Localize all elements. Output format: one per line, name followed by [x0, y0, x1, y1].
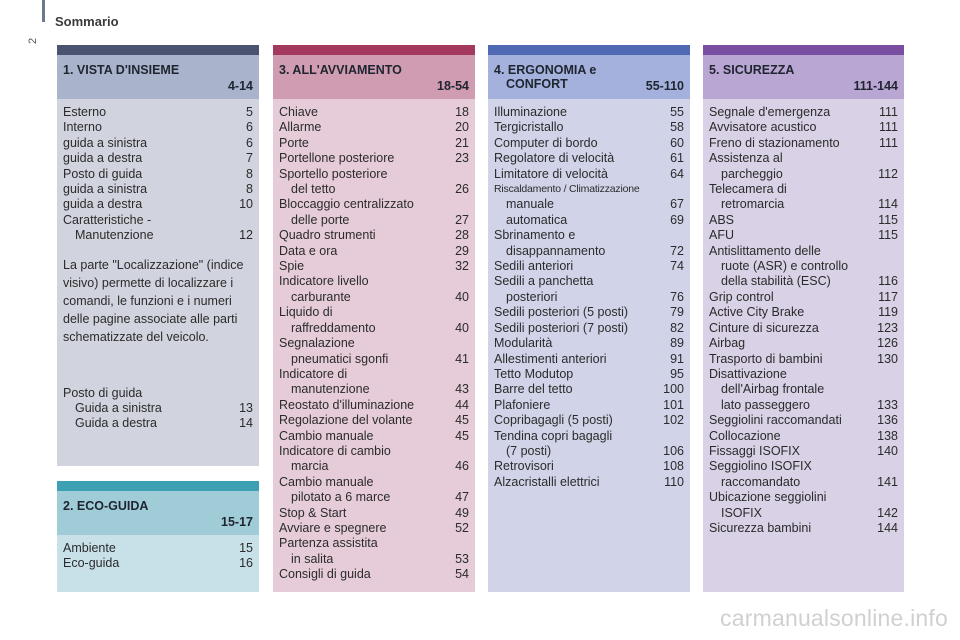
entry-label: Illuminazione: [494, 105, 567, 119]
toc-entry[interactable]: [494, 336, 684, 351]
entry-page-number: 115: [878, 228, 898, 243]
entry-label: Posto di guida: [63, 166, 143, 181]
toc-entry[interactable]: [494, 167, 684, 182]
entry-label-continuation: del tetto: [291, 182, 336, 197]
toc-entry[interactable]: [279, 228, 469, 243]
entry-label: Interno: [63, 120, 102, 135]
section-entries: [57, 535, 259, 578]
toc-entry[interactable]: [279, 475, 469, 506]
entry-page-number: 40: [455, 289, 469, 304]
entry-page-number: 110: [664, 474, 684, 489]
entry-page-number: 138: [877, 428, 898, 443]
entry-page-number: 6: [246, 135, 253, 150]
entry-label-continuation: retromarcia: [721, 197, 785, 212]
section-card-3: [273, 45, 475, 592]
toc-entry[interactable]: [709, 151, 898, 182]
entry-page-number: 142: [877, 505, 898, 520]
toc-entry[interactable]: [709, 490, 898, 521]
entry-page-number: 67: [670, 197, 684, 212]
section-page-range: 18-54: [437, 79, 469, 93]
toc-entry[interactable]: [494, 136, 684, 151]
entry-label: Indicatore di cambio: [279, 443, 391, 458]
entry-page-number: 106: [663, 443, 684, 458]
toc-entry[interactable]: [709, 321, 898, 336]
toc-entry[interactable]: [709, 105, 898, 120]
toc-entry[interactable]: [279, 521, 469, 536]
entry-page-number: 100: [663, 382, 684, 397]
entry-page-number: 117: [878, 289, 898, 304]
toc-entry[interactable]: [279, 506, 469, 521]
toc-entry[interactable]: [494, 321, 684, 336]
entry-label: Indicatore livello: [279, 274, 369, 289]
entry-label: Avviare e spegnere: [279, 520, 387, 535]
entry-label: Segnalazione: [279, 336, 355, 351]
section-color-bar: [273, 45, 475, 55]
section-card-4: [488, 45, 690, 592]
entry-label-continuation: (7 posti): [506, 443, 552, 458]
toc-entry[interactable]: [709, 429, 898, 444]
entry-label-continuation: marcia: [291, 459, 329, 474]
watermark: carmanualsonline.info: [720, 605, 948, 631]
toc-entry[interactable]: [279, 536, 469, 567]
toc-entry[interactable]: [63, 401, 253, 416]
entry-label: Portellone posteriore: [279, 151, 395, 166]
toc-entry[interactable]: [709, 305, 898, 320]
posto-di-guida-group: [63, 386, 253, 432]
entry-label-continuation: posteriori: [506, 289, 558, 304]
entry-page-number: 8: [246, 182, 253, 197]
entry-page-number: 76: [670, 289, 684, 304]
entry-page-number: 111: [878, 120, 898, 135]
entry-label: Avvisatore acustico: [709, 120, 817, 135]
entry-page-number: 55: [670, 105, 684, 119]
toc-entry[interactable]: [279, 398, 469, 413]
entry-label: Stop & Start: [279, 505, 347, 520]
entry-label: Esterno: [63, 105, 107, 119]
entry-page-number: 136: [877, 413, 898, 428]
entry-label: Fissaggi ISOFIX: [709, 443, 800, 458]
entry-page-number: 102: [663, 413, 684, 428]
entry-label: Sedili posteriori (7 posti): [494, 320, 629, 335]
section-color-bar: [488, 45, 690, 55]
entry-label: Limitatore di velocità: [494, 166, 608, 181]
entry-label: Partenza assistita: [279, 536, 378, 551]
entry-label: Liquido di: [279, 305, 333, 320]
entry-page-number: 123: [877, 320, 898, 335]
localization-note: La parte "Localizzazione" (indice visivo) permette di localizzare i comandi, le funzioni e i numeri delle pagine associate alle parti schematizzate del veicolo.: [63, 257, 244, 344]
toc-entry[interactable]: [494, 305, 684, 320]
toc-entry[interactable]: [279, 136, 469, 151]
toc-entry[interactable]: [63, 105, 253, 120]
entry-label: AFU: [709, 228, 734, 243]
toc-entry[interactable]: [279, 413, 469, 428]
toc-entry[interactable]: [709, 336, 898, 351]
entry-page-number: 46: [455, 459, 469, 474]
entry-label: Active City Brake: [709, 305, 805, 320]
entry-page-number: 43: [455, 382, 469, 397]
page-title: Sommario: [55, 14, 119, 29]
section-title: 3. ALL'AVVIAMENTO: [279, 63, 402, 77]
entry-label-continuation: in salita: [291, 551, 334, 566]
section-title-line2: CONFORT: [506, 77, 568, 91]
entry-page-number: 53: [455, 551, 469, 566]
entry-label: guida a destra: [63, 151, 143, 166]
section-page-range: 15-17: [221, 515, 253, 529]
entry-page-number: 140: [877, 443, 898, 458]
entry-page-number: 52: [455, 520, 469, 535]
entry-label: Sedili posteriori (5 posti): [494, 305, 629, 320]
entry-page-number: 8: [246, 166, 253, 181]
section-header[interactable]: [488, 55, 690, 99]
toc-entry[interactable]: [279, 274, 469, 305]
entry-label: Cinture di sicurezza: [709, 320, 819, 335]
entry-label: Allarme: [279, 120, 322, 135]
entry-label: Ubicazione seggiolini: [709, 490, 827, 505]
entry-page-number: 28: [455, 228, 469, 243]
entry-label: Allestimenti anteriori: [494, 351, 607, 366]
entry-label: Copribagagli (5 posti): [494, 413, 613, 428]
toc-entry[interactable]: [494, 367, 684, 382]
section-header[interactable]: [57, 491, 259, 535]
entry-label-continuation: dell'Airbag frontale: [721, 382, 825, 397]
entry-page-number: 14: [239, 416, 253, 431]
toc-entry[interactable]: [494, 105, 684, 120]
section-header[interactable]: [703, 55, 904, 99]
section-color-bar: [57, 45, 259, 55]
entry-label: Riscaldamento / Climatizzazione: [494, 183, 640, 196]
section-page-range: 111-144: [853, 79, 898, 93]
entry-label: Sbrinamento e: [494, 228, 576, 243]
entry-label: Caratteristiche -: [63, 212, 152, 227]
toc-entry[interactable]: [494, 398, 684, 413]
toc-entry[interactable]: [63, 556, 253, 571]
toc-entry[interactable]: [494, 182, 684, 197]
toc-entry[interactable]: [63, 197, 253, 212]
entry-label: Guida a sinistra: [75, 401, 162, 416]
toc-entry[interactable]: [494, 197, 684, 212]
entry-label: Sicurezza bambini: [709, 520, 812, 535]
entry-page-number: 20: [455, 120, 469, 135]
toc-entry[interactable]: [279, 151, 469, 166]
entry-page-number: 18: [455, 105, 469, 119]
toc-entry[interactable]: [709, 459, 898, 490]
toc-entry[interactable]: [279, 197, 469, 228]
toc-entry[interactable]: [279, 444, 469, 475]
entry-label-continuation: parcheggio: [721, 166, 783, 181]
toc-entry[interactable]: [709, 228, 898, 243]
toc-entry[interactable]: [279, 367, 469, 398]
entry-label: Freno di stazionamento: [709, 135, 840, 150]
toc-entry[interactable]: [709, 244, 898, 290]
section-page-range: 55-110: [645, 79, 684, 93]
toc-entry[interactable]: [63, 167, 253, 182]
entry-label-continuation: ISOFIX: [721, 505, 762, 520]
entry-page-number: 111: [878, 105, 898, 119]
toc-entry[interactable]: [279, 259, 469, 274]
entry-page-number: 6: [246, 120, 253, 135]
toc-entry[interactable]: [494, 151, 684, 166]
entry-label-continuation: pilotato a 6 marce: [291, 490, 391, 505]
entry-page-number: 144: [877, 520, 898, 535]
entry-label: Retrovisori: [494, 459, 554, 474]
toc-entry[interactable]: [279, 167, 469, 198]
entry-page-number: 61: [670, 151, 684, 166]
entry-page-number: 64: [670, 166, 684, 181]
entry-page-number: 29: [455, 243, 469, 258]
entry-label: Disattivazione: [709, 366, 787, 381]
entry-label-continuation: della stabilità (ESC): [721, 274, 831, 289]
entry-page-number: 32: [455, 259, 469, 274]
entry-label: Antislittamento delle: [709, 243, 821, 258]
toc-entry[interactable]: [494, 413, 684, 428]
entry-label-continuation: carburante: [291, 289, 351, 304]
section-color-bar: [703, 45, 904, 55]
toc-entry[interactable]: [279, 429, 469, 444]
entry-page-number: 112: [878, 166, 898, 181]
entry-label: Ambiente: [63, 541, 116, 555]
entry-page-number: 116: [878, 274, 898, 289]
entry-page-number: 74: [670, 259, 684, 274]
entry-page-number: 60: [670, 135, 684, 150]
entry-label-continuation: raffreddamento: [291, 320, 376, 335]
toc-entry[interactable]: [279, 305, 469, 336]
entry-page-number: 23: [455, 151, 469, 166]
entry-label: Quadro strumenti: [279, 228, 376, 243]
entry-page-number: 91: [670, 351, 684, 366]
entry-label: Tendina copri bagagli: [494, 428, 613, 443]
entry-label: Eco-guida: [63, 556, 120, 571]
toc-entry[interactable]: [709, 413, 898, 428]
entry-page-number: 95: [670, 366, 684, 381]
toc-entry[interactable]: [709, 213, 898, 228]
toc-entry[interactable]: [63, 136, 253, 151]
entry-label: Regolatore di velocità: [494, 151, 615, 166]
entry-label: Cambio manuale: [279, 474, 374, 489]
toc-entry[interactable]: [709, 120, 898, 135]
section-header[interactable]: [273, 55, 475, 99]
entry-label-continuation: manutenzione: [291, 382, 370, 397]
entry-label: Sportello posteriore: [279, 166, 388, 181]
section-entries: [273, 99, 475, 589]
section-title: 4. ERGONOMIA e: [494, 63, 597, 77]
entry-page-number: 114: [878, 197, 898, 212]
entry-label: Spie: [279, 259, 305, 274]
toc-entry[interactable]: [494, 459, 684, 474]
entry-label: Consigli di guida: [279, 567, 371, 582]
page-number: 2: [27, 37, 39, 44]
entry-label: Grip control: [709, 289, 774, 304]
entry-page-number: 45: [455, 413, 469, 428]
toc-entry[interactable]: [709, 182, 898, 213]
entry-label: Reostato d'illuminazione: [279, 397, 415, 412]
entry-page-number: 16: [239, 556, 253, 571]
toc-entry[interactable]: [279, 105, 469, 120]
entry-label: Sedili a panchetta: [494, 274, 594, 289]
toc-entry[interactable]: [279, 336, 469, 367]
section-title: 2. ECO-GUIDA: [63, 499, 149, 513]
entry-label: Airbag: [709, 336, 746, 351]
section-color-bar: [57, 481, 259, 491]
entry-label: Chiave: [279, 105, 318, 119]
entry-label: Sedili anteriori: [494, 259, 574, 274]
entry-label: guida a sinistra: [63, 135, 148, 150]
toc-entry[interactable]: [63, 151, 253, 166]
posto-di-guida-label: Posto di guida: [63, 385, 143, 400]
section-card-1: [57, 45, 259, 466]
toc-entry[interactable]: [709, 521, 898, 536]
title-accent-bar: [42, 0, 45, 22]
entry-label: Guida a destra: [75, 416, 157, 431]
entry-page-number: 15: [239, 541, 253, 555]
entry-page-number: 72: [670, 243, 684, 258]
entry-page-number: 108: [663, 459, 684, 474]
toc-entry[interactable]: [63, 182, 253, 197]
entry-page-number: 13: [239, 401, 253, 416]
toc-entry[interactable]: [279, 120, 469, 135]
entry-page-number: 133: [877, 397, 898, 412]
entry-label: guida a sinistra: [63, 182, 148, 197]
section-card-5: [703, 45, 904, 592]
section-entries: [488, 99, 690, 496]
entry-label: Porte: [279, 135, 309, 150]
entry-page-number: 111: [878, 135, 898, 150]
entry-page-number: 141: [877, 474, 898, 489]
entry-page-number: 5: [246, 105, 253, 119]
section-card-2: [57, 481, 259, 592]
section-entries: [703, 99, 904, 542]
toc-entry[interactable]: [494, 274, 684, 305]
toc-entry[interactable]: [494, 259, 684, 274]
entry-label: Telecamera di: [709, 182, 787, 197]
toc-entry[interactable]: [494, 429, 684, 460]
entry-page-number: 10: [239, 197, 253, 212]
section-page-range: 4-14: [227, 79, 253, 93]
section-title: 1. VISTA D'INSIEME: [63, 63, 180, 77]
entry-label: Indicatore di: [279, 366, 348, 381]
entry-page-number: 58: [670, 120, 684, 135]
entry-label: Trasporto di bambini: [709, 351, 823, 366]
entry-page-number: 69: [670, 212, 684, 227]
entry-label-continuation: manuale: [506, 197, 554, 212]
entry-label: Segnale d'emergenza: [709, 105, 831, 119]
entry-label: Seggiolino ISOFIX: [709, 459, 812, 474]
entry-page-number: 26: [455, 182, 469, 197]
entry-label: Assistenza al: [709, 151, 783, 166]
entry-label: Seggiolini raccomandati: [709, 413, 842, 428]
entry-label-continuation: ruote (ASR) e controllo: [721, 259, 849, 274]
entry-page-number: 40: [455, 320, 469, 335]
entry-label: Regolazione del volante: [279, 413, 413, 428]
entry-page-number: 115: [878, 212, 898, 227]
entry-page-number: 54: [455, 567, 469, 582]
entry-label: Plafoniere: [494, 397, 551, 412]
entry-page-number: 47: [455, 490, 469, 505]
toc-entry[interactable]: [279, 567, 469, 582]
section-header[interactable]: [57, 55, 259, 99]
toc-entry[interactable]: [709, 367, 898, 413]
entry-page-number: 89: [670, 336, 684, 351]
entry-page-number: 126: [877, 336, 898, 351]
toc-entry[interactable]: [279, 244, 469, 259]
entry-page-number: 79: [670, 305, 684, 320]
entry-label-continuation: Manutenzione: [75, 228, 154, 243]
entry-page-number: 82: [670, 320, 684, 335]
entry-page-number: 7: [246, 151, 253, 166]
toc-entry[interactable]: [494, 213, 684, 228]
entry-page-number: 12: [239, 228, 253, 243]
entry-label: ABS: [709, 212, 735, 227]
entry-page-number: 41: [455, 351, 469, 366]
entry-label-continuation: lato passeggero: [721, 397, 810, 412]
toc-entry[interactable]: [709, 136, 898, 151]
entry-label-continuation: disappannamento: [506, 243, 606, 258]
toc-entry[interactable]: [494, 382, 684, 397]
toc-entry[interactable]: [494, 475, 684, 490]
entry-page-number: 101: [663, 397, 684, 412]
left-margin: [0, 0, 44, 640]
entry-label: Data e ora: [279, 243, 338, 258]
toc-entry[interactable]: [63, 541, 253, 556]
toc-entry[interactable]: [709, 290, 898, 305]
entry-page-number: 49: [455, 505, 469, 520]
entry-page-number: 45: [455, 428, 469, 443]
toc-entry[interactable]: [63, 416, 253, 431]
section-entries: [57, 99, 259, 438]
entry-label: Alzacristalli elettrici: [494, 474, 600, 489]
entry-label-continuation: automatica: [506, 212, 568, 227]
entry-label: Bloccaggio centralizzato: [279, 197, 414, 212]
entry-page-number: 130: [877, 351, 898, 366]
entry-label: Tetto Modutop: [494, 366, 574, 381]
entry-page-number: 27: [455, 212, 469, 227]
entry-label: Modularità: [494, 336, 553, 351]
toc-entry[interactable]: [494, 352, 684, 367]
entry-label: Barre del tetto: [494, 382, 573, 397]
entry-label-continuation: delle porte: [291, 212, 350, 227]
entry-label: guida a destra: [63, 197, 143, 212]
entry-page-number: 119: [878, 305, 898, 320]
entry-label: Cambio manuale: [279, 428, 374, 443]
entry-page-number: 21: [455, 135, 469, 150]
toc-entry[interactable]: [494, 228, 684, 259]
entry-label: Tergicristallo: [494, 120, 564, 135]
entry-label: Collocazione: [709, 428, 781, 443]
section-title: 5. SICUREZZA: [709, 63, 795, 77]
toc-entry[interactable]: [494, 120, 684, 135]
entry-label-continuation: raccomandato: [721, 474, 801, 489]
entry-label: Computer di bordo: [494, 135, 598, 150]
entry-label-continuation: pneumatici sgonfi: [291, 351, 389, 366]
entry-page-number: 44: [455, 397, 469, 412]
toc-entry[interactable]: [709, 352, 898, 367]
toc-entry[interactable]: [63, 120, 253, 135]
toc-entry[interactable]: [63, 213, 253, 244]
toc-entry[interactable]: [709, 444, 898, 459]
